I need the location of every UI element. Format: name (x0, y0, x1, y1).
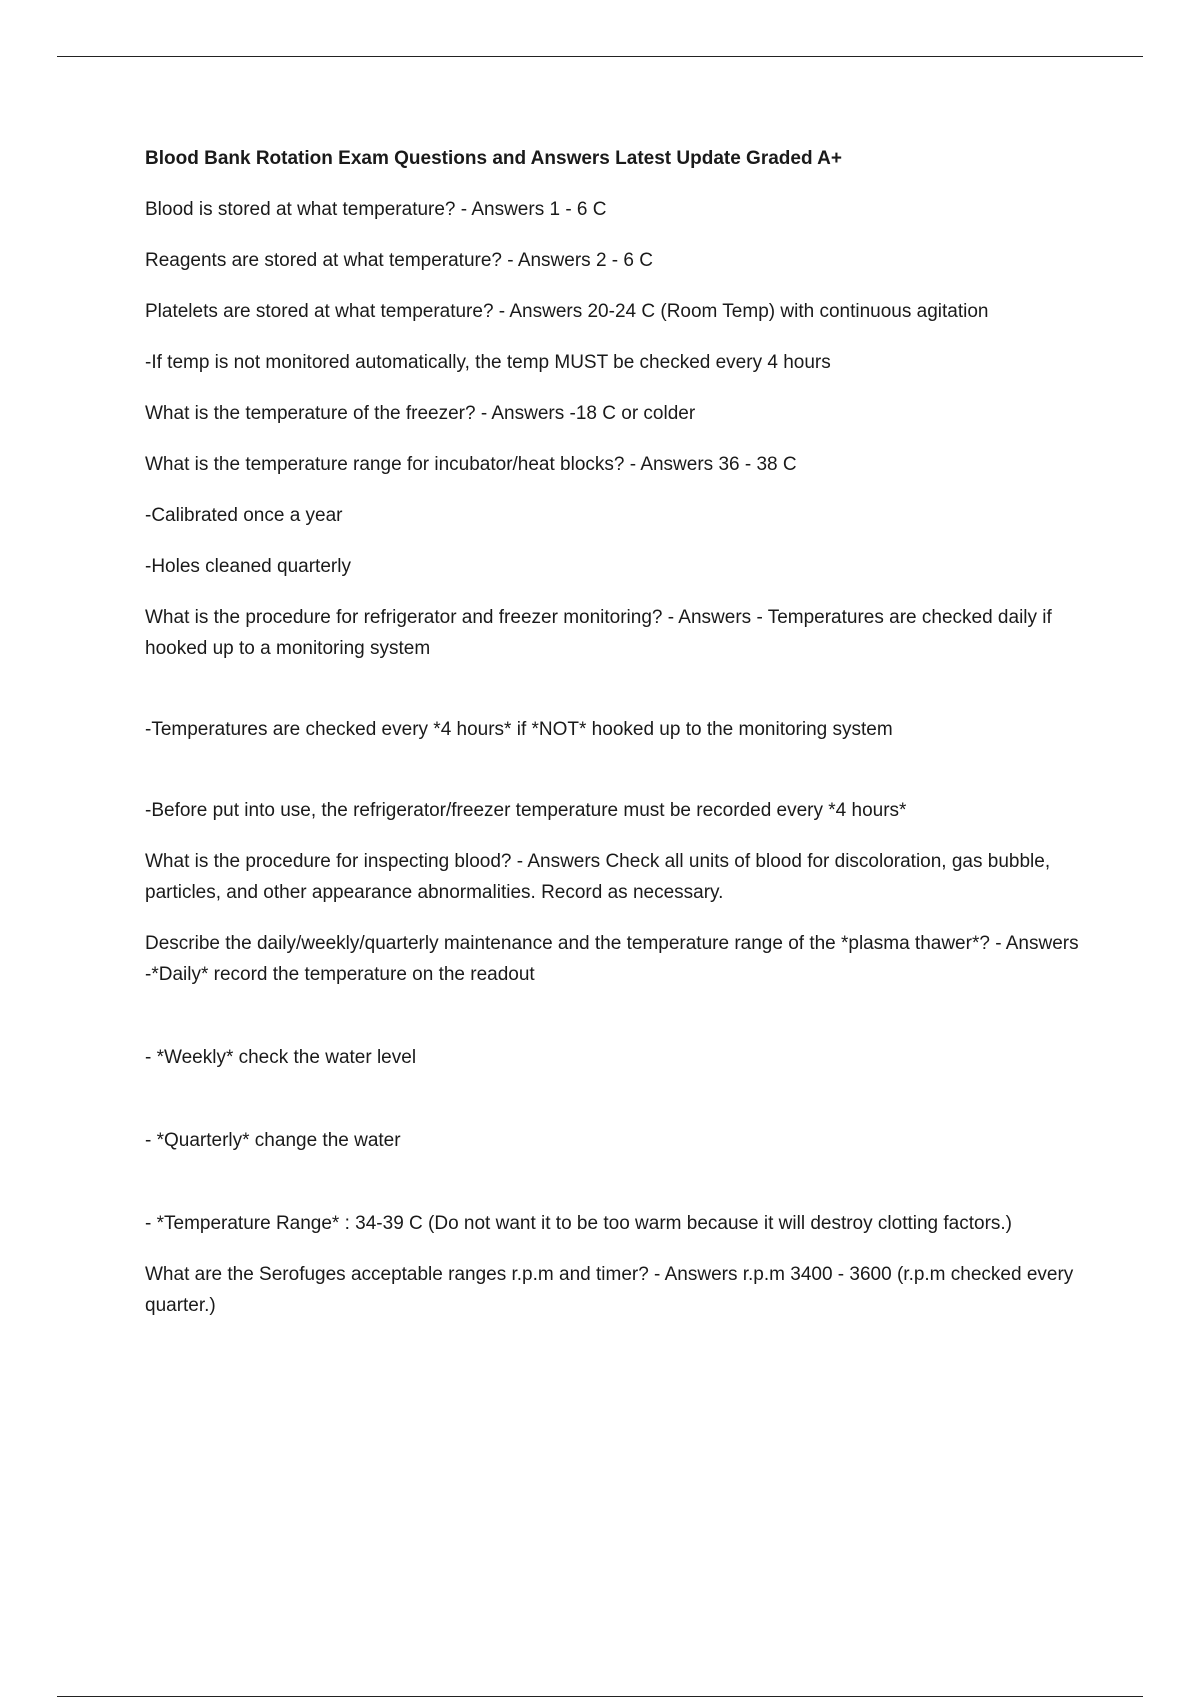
paragraph-quarterly-change: - *Quarterly* change the water (145, 1130, 401, 1151)
paragraph-plasma-thawer: Describe the daily/weekly/quarterly maintenance and the temperature range of the *plasma thawer*? - Answers -*Daily* record the temperature on the readout (145, 933, 1079, 985)
bottom-rule (57, 1696, 1143, 1697)
paragraph-before-use: -Before put into use, the refrigerator/freezer temperature must be recorded every *4 hours* (145, 800, 907, 821)
paragraph-reagent-storage: Reagents are stored at what temperature? - Answers 2 - 6 C (145, 250, 653, 271)
paragraph-calibration: -Calibrated once a year (145, 505, 343, 526)
document-body (145, 144, 1085, 1341)
paragraph-freezer-temp: What is the temperature of the freezer? - Answers -18 C or colder (145, 403, 696, 424)
paragraph-incubator-range: What is the temperature range for incubator/heat blocks? - Answers 36 - 38 C (145, 454, 797, 475)
paragraph-blood-storage: Blood is stored at what temperature? - Answers 1 - 6 C (145, 199, 607, 220)
paragraph-temperature-range: - *Temperature Range* : 34-39 C (Do not want it to be too warm because it will destroy clotting factors.) (145, 1213, 1013, 1234)
paragraph-weekly-check: - *Weekly* check the water level (145, 1047, 417, 1068)
paragraph-inspecting-blood: What is the procedure for inspecting blood? - Answers Check all units of blood for discoloration, gas bubble, particles, and other appearance abnormalities. Record as necessary. (145, 851, 1051, 903)
paragraph-serofuge-ranges: What are the Serofuges acceptable ranges r.p.m and timer? - Answers r.p.m 3400 - 3600 (r.p.m checked every quarter.) (145, 1264, 1074, 1316)
paragraph-platelet-storage: Platelets are stored at what temperature? - Answers 20-24 C (Room Temp) with continuous agitation (145, 301, 989, 322)
paragraph-fridge-procedure: What is the procedure for refrigerator and freezer monitoring? - Answers - Temperatures are checked daily if hooked up to a monitoring system (145, 607, 1052, 659)
document-title: Blood Bank Rotation Exam Questions and Answers Latest Update Graded A+ (145, 148, 842, 169)
top-rule (57, 56, 1143, 57)
paragraph-fridge-not-hooked: -Temperatures are checked every *4 hours* if *NOT* hooked up to the monitoring system (145, 719, 893, 740)
paragraph-temp-monitoring: -If temp is not monitored automatically, the temp MUST be checked every 4 hours (145, 352, 831, 373)
paragraph-holes-cleaning: -Holes cleaned quarterly (145, 556, 351, 577)
